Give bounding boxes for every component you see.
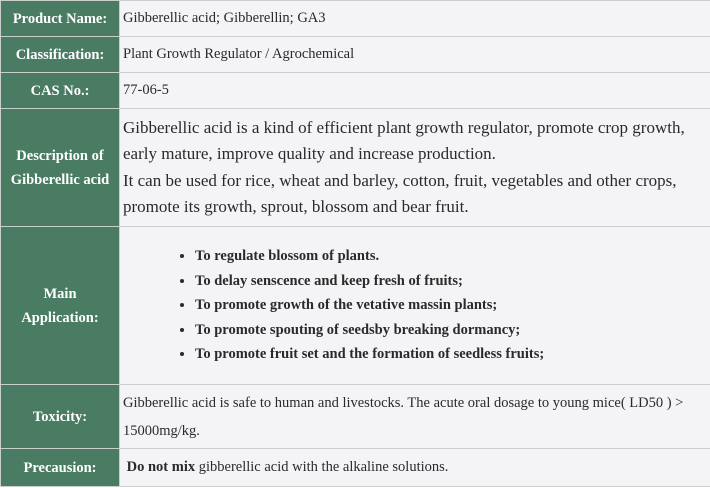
cas-number-value: 77-06-5 (120, 73, 710, 109)
row-precaution (1, 449, 710, 487)
description-paragraph-1: Gibberellic acid is a kind of efficient plant growth regulator, promote crop growth, early mature, improve quality and increase production. (123, 117, 685, 163)
application-item: • To promote spouting of seedsby breaking dormancy; (195, 318, 708, 343)
main-application-label-line1: Main (43, 285, 77, 302)
row-cas-number (1, 73, 710, 109)
classification-value: Plant Growth Regulator / Agrochemical (120, 37, 710, 73)
application-item: • To regulate blossom of plants. (195, 244, 708, 269)
main-application-value (120, 227, 710, 385)
description-label (1, 109, 120, 227)
toxicity-value: Gibberellic acid is safe to human and livestocks. The acute oral dosage to young mice( LD50 ) > 15000mg/kg. (120, 385, 710, 449)
description-paragraph-2: It can be used for rice, wheat and barley, cotton, fruit, vegetables and other crops, promote its growth, sprout, blossom and bear fruit. (123, 170, 677, 216)
precaution-label: Precausion: (1, 449, 120, 487)
description-label-line1: Description of (16, 147, 104, 164)
application-item: • To promote growth of the vetative massin plants; (195, 293, 708, 318)
product-name-value: Gibberellic acid; Gibberellin; GA3 (120, 1, 710, 37)
application-item: • To promote fruit set and the formation of seedless fruits; (195, 342, 708, 367)
description-value (120, 109, 710, 227)
classification-label: Classification: (1, 37, 120, 73)
row-product-name (1, 1, 710, 37)
description-label-line2: Gibberellic acid (10, 171, 110, 188)
product-name-label: Product Name: (1, 1, 120, 37)
application-item: • To delay senscence and keep fresh of fruits; (195, 269, 708, 294)
application-list (123, 244, 708, 367)
toxicity-label: Toxicity: (1, 385, 120, 449)
row-classification (1, 37, 710, 73)
cas-number-label: CAS No.: (1, 73, 120, 109)
precaution-value (120, 449, 710, 487)
precaution-warning-bold: Do not mix (126, 459, 196, 475)
main-application-label (1, 227, 120, 385)
row-toxicity (1, 385, 710, 449)
precaution-warning-text: gibberellic acid with the alkaline solutions. (195, 459, 449, 475)
row-main-application (1, 227, 710, 385)
row-description (1, 109, 710, 227)
main-application-label-line2: Application: (21, 309, 99, 326)
